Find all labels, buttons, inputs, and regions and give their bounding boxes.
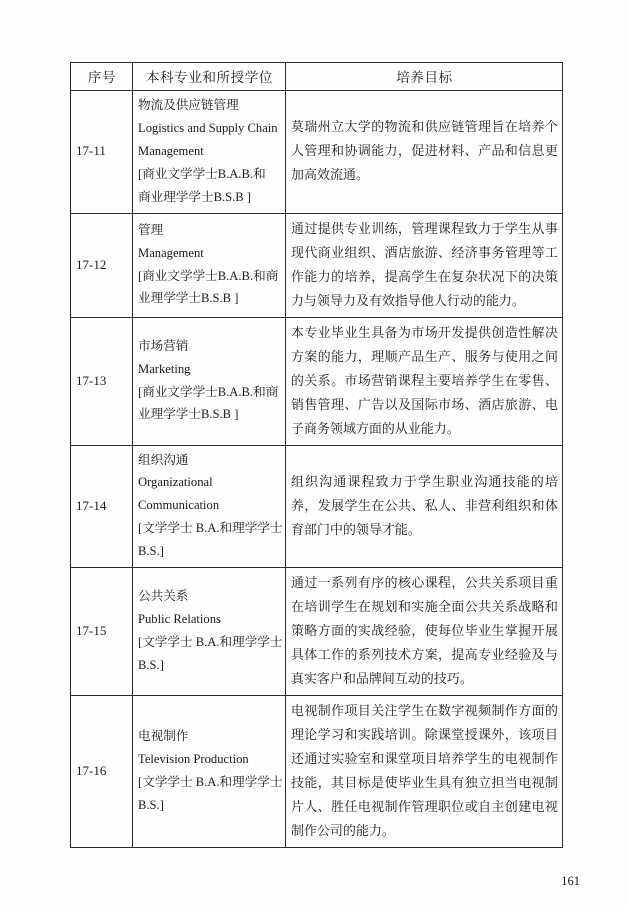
cell-serial-number: 17-16 [71, 696, 133, 848]
major-line: Public Relations [138, 612, 221, 627]
page-number: 161 [561, 874, 580, 888]
cell-major-and-degree [133, 568, 286, 696]
cell-training-objective: 莫瑞州立大学的物流和供应链管理旨在培养个人管理和协调能力，促进材料、产品和信息更加高效流通。 [286, 91, 563, 214]
major-line: B.S.] [138, 544, 164, 559]
major-line: 公共关系 [138, 589, 189, 604]
major-line: [商业文学学士B.A.B.和商 [138, 268, 279, 283]
major-line: 市场营销 [138, 338, 189, 353]
table-body [71, 91, 563, 848]
programs-table [70, 62, 563, 848]
cell-serial-number: 17-14 [71, 445, 133, 568]
major-line: 商业理学学士B.S.B ] [138, 189, 252, 204]
major-line: 业理学学士B.S.B ] [138, 291, 239, 306]
cell-major-and-degree [133, 445, 286, 568]
table-row [71, 317, 563, 445]
major-line: Television Production [138, 752, 249, 767]
table-row [71, 445, 563, 568]
cell-major-and-degree [133, 696, 286, 848]
table-row [71, 568, 563, 696]
major-line: Marketing [138, 361, 191, 376]
table-row [71, 91, 563, 214]
major-line: B.S.] [138, 797, 164, 812]
major-line: B.S.] [138, 657, 164, 672]
major-line: [商业文学学士B.A.B.和 [138, 166, 266, 181]
major-line: Management [138, 245, 204, 260]
column-header-serial-number: 序号 [71, 63, 133, 91]
major-line: [商业文学学士B.A.B.和商 [138, 384, 279, 399]
cell-serial-number: 17-15 [71, 568, 133, 696]
major-line: Communication [138, 498, 220, 513]
cell-training-objective: 电视制作项目关注学生在数字视频制作方面的理论学习和实践培训。除课堂授课外，该项目还通过实验室和课堂项目培养学生的电视制作技能，其目标是使毕业生具有独立担当电视制片人、胜任电视制作管理职位或自主创建电视制作公司的能力。 [286, 696, 563, 848]
major-line: 组织沟通 [138, 452, 189, 467]
cell-training-objective: 通过提供专业训练，管理课程致力于学生从事现代商业组织、酒店旅游、经济事务管理等工作能力的培养，提高学生在复杂状况下的决策力与领导力及有效指导他人行动的能力。 [286, 213, 563, 317]
major-line: Management [138, 143, 204, 158]
cell-training-objective: 本专业毕业生具备为市场开发提供创造性解决方案的能力，理顺产品生产、服务与使用之间的关系。市场营销课程主要培养学生在零售、销售管理、广告以及国际市场、酒店旅游、电子商务领域方面的从业能力。 [286, 317, 563, 445]
table-row [71, 696, 563, 848]
major-line: Organizational [138, 475, 213, 490]
cell-serial-number: 17-13 [71, 317, 133, 445]
cell-training-objective: 通过一系列有序的核心课程，公共关系项目重在培训学生在规划和实施全面公共关系战略和策略方面的实战经验，使每位毕业生掌握开展具体工作的系列技术方案，提高专业经验及与真实客户和品牌间互动的技巧。 [286, 568, 563, 696]
cell-major-and-degree [133, 213, 286, 317]
cell-training-objective: 组织沟通课程致力于学生职业沟通技能的培养，发展学生在公共、私人、非营利组织和体育部门中的领导才能。 [286, 445, 563, 568]
table-header [71, 63, 563, 91]
column-header-training-objective: 培养目标 [286, 63, 563, 91]
column-header-major-and-degree: 本科专业和所授学位 [133, 63, 286, 91]
table-header-row [71, 63, 563, 91]
major-line: [文学学士 B.A.和理学学士 [138, 521, 283, 536]
major-line: 物流及供应链管理 [138, 98, 239, 112]
major-line: 电视制作 [138, 729, 189, 744]
major-line: Logistics and Supply Chain [138, 120, 278, 135]
cell-serial-number: 17-12 [71, 213, 133, 317]
major-line: [文学学士 B.A.和理学学士 [138, 775, 283, 790]
major-line: [文学学士 B.A.和理学学士 [138, 635, 283, 650]
major-line: 业理学学士B.S.B ] [138, 407, 239, 422]
table-row [71, 213, 563, 317]
cell-major-and-degree [133, 91, 286, 214]
cell-major-and-degree [133, 317, 286, 445]
major-line: 管理 [138, 222, 164, 237]
cell-serial-number: 17-11 [71, 91, 133, 214]
